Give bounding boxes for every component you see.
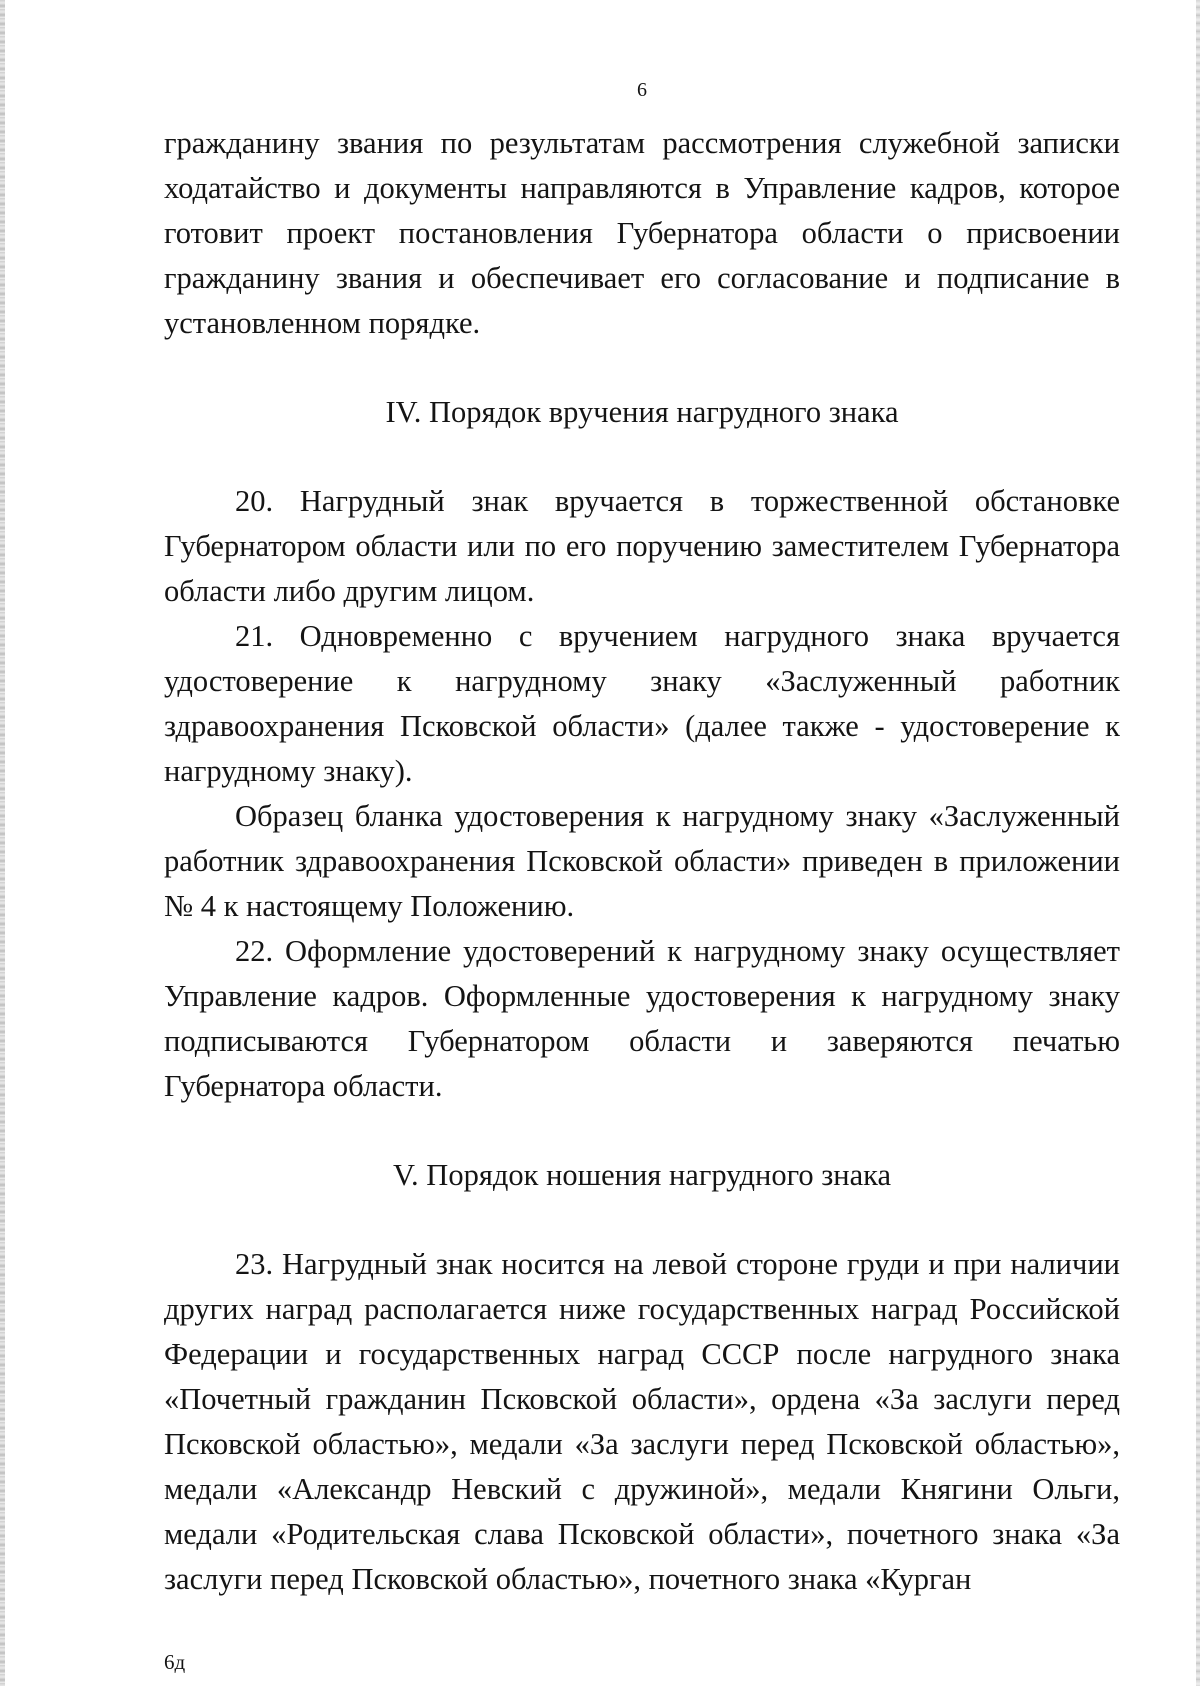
section-iv-heading: IV. Порядок вручения нагрудного знака (385, 395, 899, 429)
footer-code: 6д (164, 1650, 186, 1674)
paragraph-23: 23. Нагрудный знак носится на левой стороне груди и при наличии других наград располагается ниже государственных наград Российской Федерации и государственных наград СССР после нагрудного знака «Почетный гражданин Псковской области», ордена «За заслуги перед Псковской областью», медали «За заслуги перед Псковской областью», медали «Александр Невский с дружиной», медали Княгини Ольги, медали «Родительская слава Псковской области», почетного знака «За заслуги перед Псковской областью», почетного знака «Курган (164, 1247, 1120, 1596)
page-number-text: 6 (637, 79, 647, 101)
intro-paragraph: гражданину звания по результатам рассмотрения служебной записки ходатайство и документы направляются в Управление кадров, которое готовит проект постановления Губернатора области о присвоении гражданину звания и обеспечивает его согласование и подписание в установленном порядке. (164, 126, 1120, 340)
page-number (0, 78, 1200, 102)
paragraph-21-sample: Образец бланка удостоверения к нагрудному знаку «Заслуженный работник здравоохранения Псковской области» приведен в приложении № 4 к настоящему Положению. (164, 799, 1120, 923)
scan-edge-right (1196, 0, 1200, 1686)
paragraph-22: 22. Оформление удостоверений к нагрудному знаку осуществляет Управление кадров. Оформленные удостоверения к нагрудному знаку подписываются Губернатором области и заверяются печатью Губернатора области. (164, 934, 1120, 1103)
section-v-heading: V. Порядок ношения нагрудного знака (392, 1158, 892, 1192)
scan-edge-left (0, 0, 5, 1686)
paragraph-20: 20. Нагрудный знак вручается в торжественной обстановке Губернатором области или по его поручению заместителем Губернатора области либо другим лицом. (164, 484, 1120, 608)
paragraph-21: 21. Одновременно с вручением нагрудного знака вручается удостоверение к нагрудному знаку «Заслуженный работник здравоохранения Псковской области» (далее также - удостоверение к нагрудному знаку). (164, 619, 1120, 788)
document-body (164, 121, 1120, 1602)
